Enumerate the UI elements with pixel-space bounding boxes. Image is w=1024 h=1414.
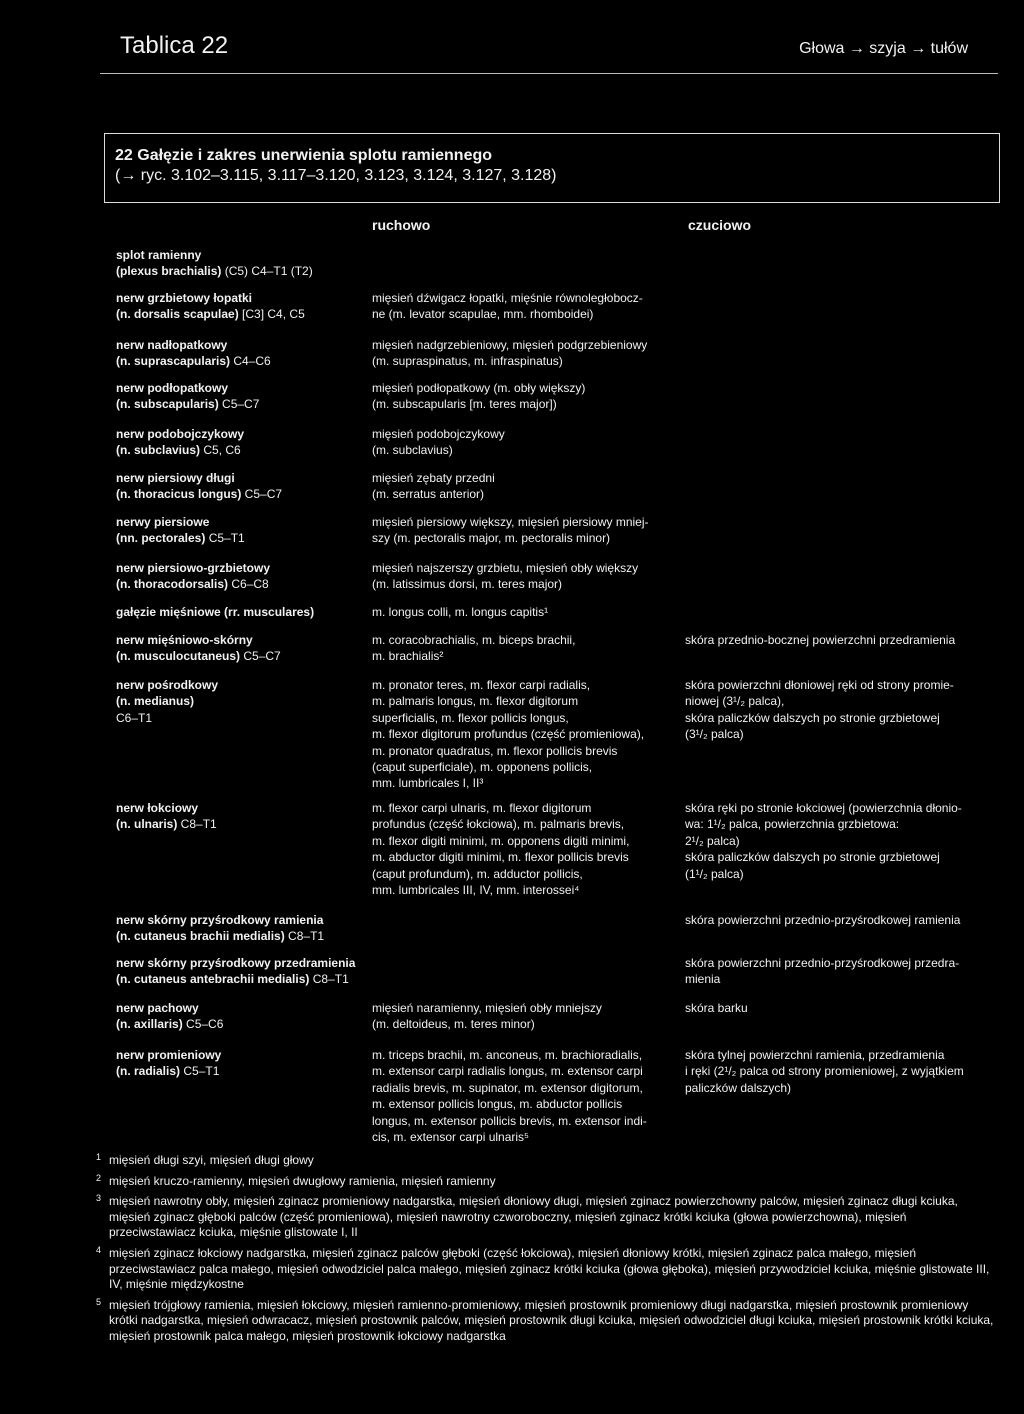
header-title: Tablica 22 [120,32,229,59]
cell-line: skóra powierzchni przednio-przyśrodkowej przedra- [685,956,960,970]
cell-line: m. triceps brachii, m. anconeus, m. brachioradialis, [372,1048,643,1062]
cell-line: m. extensor carpi radialis longus, m. extensor carpi [372,1064,643,1079]
cell-line: nerw podobojczykowy [116,427,245,441]
footnote [96,1246,996,1293]
cell-line: nerw nadłopatkowy [116,338,228,352]
cell-line: (n. dorsalis scapulae) [C3] C4, C5 [116,307,305,322]
cell-line: skóra tylnej powierzchni ramienia, przedramienia [685,1048,945,1062]
nerve-cell [116,912,356,945]
nerve-cell [116,1000,356,1033]
section-box [104,133,1000,203]
cell-line: (m. supraspinatus, m. infraspinatus) [372,354,563,369]
cell-line: mięsień dźwigacz łopatki, mięśnie równoległobocz- [372,291,643,305]
nerve-cell [116,290,356,323]
cell-line: (m. deltoideus, m. teres minor) [372,1017,535,1032]
cell-line: (n. axillaris) C5–C6 [116,1017,224,1032]
cell-line: m. longus colli, m. longus capitis¹ [372,605,549,619]
cell-line: skóra ręki po stronie łokciowej (powierzchnia dłonio- [685,801,962,815]
sensory-cell [685,912,990,928]
nerve-cell [116,470,356,503]
cell-line: nerw łokciowy [116,801,199,815]
cell-line: i ręki (2¹/₂ palca od strony promieniowej, z wyjątkiem [685,1064,964,1079]
cell-line: mm. lumbricales I, II³ [372,776,484,791]
cell-line: superficialis, m. flexor pollicis longus, [372,710,569,725]
cell-line: m. abductor digiti minimi, m. flexor pollicis brevis [372,850,629,865]
cell-line: m. pronator quadratus, m. flexor pollicis brevis [372,743,618,758]
cell-line: (m. serratus anterior) [372,487,485,502]
footnote-mark: 2 [96,1172,102,1183]
footnote-mark: 1 [96,1152,102,1162]
sensory-cell [685,632,990,648]
cell-line: nerw grzbietowy łopatki [116,291,253,305]
cell-line: (caput superficiale), m. opponens pollicis, [372,760,593,775]
motor-cell [372,677,677,792]
cell-line: wa: 1¹/₂ palca, powierzchnia grzbietowa: [685,817,900,832]
header-breadcrumb: Głowa → szyja → tułów [799,40,968,57]
motor-cell [372,337,677,370]
cell-line: (n. subscapularis) C5–C7 [116,397,260,412]
footnote-mark: 4 [96,1244,102,1255]
cell-line: m. palmaris longus, m. flexor digitorum [372,694,579,709]
footnote-text: mięsień nawrotny obły, mięsień zginacz promieniowy nadgarstka, mięsień dłoniowy długi, mięsień zginacz powierzchowny palców, mięsień zginacz długi kciuka, mięsień zginacz głęboki palców (część promieniowa), mięsień nawrotny czworoboczny, mięsień zginacz krótki kciuka (głowa powierzchowna), mięsień przeciwstawiacz kciuka, mięśnie glistowate I, II [109,1194,958,1240]
footnote [96,1153,996,1169]
sensory-cell [685,955,990,988]
cell-line: skóra paliczków dalszych po stronie grzbietowej [685,710,940,725]
sensory-cell [685,1047,990,1096]
cell-line: mięsień podobojczykowy [372,427,505,441]
cell-line: nerw pośrodkowy [116,678,219,692]
cell-line: profundus (część łokciowa), m. palmaris brevis, [372,817,625,832]
cell-line: nerw mięśniowo-skórny [116,633,253,647]
cell-line: (3¹/₂ palca) [685,727,744,742]
footnotes [96,1153,996,1350]
cell-line: splot ramienny [116,248,202,262]
cell-line: (n. medianus) [116,694,195,709]
cell-line: (m. latissimus dorsi, m. teres major) [372,577,563,592]
cell-line: (n. cutaneus brachii medialis) C8–T1 [116,929,325,944]
cell-line: (n. ulnaris) C8–T1 [116,817,217,832]
cell-line: mięsień najszerszy grzbietu, mięsień obły większy [372,561,639,575]
cell-line: cis, m. extensor carpi ulnaris⁵ [372,1130,530,1145]
footnote-mark: 3 [96,1193,102,1204]
cell-line: ne (m. levator scapulae, mm. rhomboidei) [372,307,594,322]
cell-line: m. pronator teres, m. flexor carpi radialis, [372,678,591,692]
motor-cell [372,380,677,413]
cell-line: (m. subscapularis [m. teres major]) [372,397,557,412]
motor-cell [372,604,677,620]
cell-line: mienia [685,972,721,987]
cell-line: m. flexor digiti minimi, m. opponens digiti minimi, [372,833,630,848]
cell-line: nerw skórny przyśrodkowy ramienia [116,913,324,927]
footnote [96,1174,996,1190]
cell-line: skóra powierzchni dłoniowej ręki od strony promie- [685,678,954,692]
sensory-cell [685,800,990,882]
cell-line: (nn. pectorales) C5–T1 [116,531,245,546]
nerve-cell [116,514,356,547]
cell-line: nerwy piersiowe [116,515,210,529]
sensory-cell [685,677,990,743]
column-header-motor: ruchowo [372,217,431,233]
cell-line: nerw piersiowy długi [116,471,235,485]
nerve-cell [116,247,356,280]
cell-line: m. flexor carpi ulnaris, m. flexor digitorum [372,801,592,815]
motor-cell [372,1000,677,1033]
nerve-cell [116,604,356,620]
nerve-cell [116,677,356,726]
nerve-cell [116,560,356,593]
cell-line: m. extensor pollicis longus, m. abductor pollicis [372,1097,623,1112]
cell-line: mm. lumbricales III, IV, mm. interossei⁴ [372,883,580,898]
cell-line: (n. radialis) C5–T1 [116,1064,220,1079]
cell-line: mięsień piersiowy większy, mięsień piersiowy mniej- [372,515,649,529]
cell-line: skóra barku [685,1001,748,1015]
cell-line: C6–T1 [116,710,153,725]
cell-line: mięsień nadgrzebieniowy, mięsień podgrzebieniowy [372,338,648,352]
cell-line: longus, m. extensor pollicis brevis, m. extensor indi- [372,1113,647,1128]
motor-cell [372,632,677,665]
cell-line: nerw pachowy [116,1001,199,1015]
cell-line: nerw podłopatkowy [116,381,229,395]
cell-line: m. coracobrachialis, m. biceps brachii, [372,633,576,647]
footnote-text: mięsień zginacz łokciowy nadgarstka, mięsień zginacz palców głęboki (część łokciowa), mięsień dłoniowy krótki, mięsień zginacz palca małego, mięsień przeciwstawiacz palca małego, mięsień odwodziciel palca małego, mięsień zginacz krótki kciuka (głowa głęboka), mięsień przywodziciel kciuka, mięśnie glistowate III, IV, mięśnie międzykostne [109,1245,990,1292]
cell-line: nerw skórny przyśrodkowy przedramienia [116,956,356,970]
section-title: 22 Gałęzie i zakres unerwienia splotu ramiennego [115,147,493,164]
nerve-cell [116,955,356,988]
footnote-text: mięsień długi szyi, mięsień długi głowy [109,1153,314,1167]
nerve-cell [116,632,356,665]
footnote-text: mięsień trójgłowy ramienia, mięsień łokciowy, mięsień ramienno-promieniowy, mięsień prostownik promieniowy długi nadgarstka, mięsień prostownik promieniowy krótki nadgarstka, mięsień odwracacz, mięsień prostownik palców, mięsień prostownik długi kciuka, mięsień odwodziciel długi kciuka, mięsień prostownik krótki kciuka, mięsień prostownik palca małego, mięsień prostownik łokciowy nadgarstka [109,1297,994,1343]
cell-line: nerw piersiowo-grzbietowy [116,561,271,575]
nerve-cell [116,337,356,370]
cell-line: (n. thoracicus longus) C5–C7 [116,487,283,502]
footnote-mark: 5 [96,1296,102,1307]
motor-cell [372,560,677,593]
motor-cell [372,514,677,547]
cell-line: (plexus brachialis) (C5) C4–T1 (T2) [116,264,313,279]
cell-line: mięsień naramienny, mięsień obły mniejszy [372,1001,602,1015]
cell-line: (caput profundum), m. adductor pollicis, [372,866,583,881]
nerve-cell [116,800,356,833]
cell-line: (n. subclavius) C5, C6 [116,443,241,458]
column-header-sensory: czuciowo [688,217,752,233]
cell-line: (n. cutaneus antebrachii medialis) C8–T1 [116,972,349,987]
motor-cell [372,426,677,459]
motor-cell [372,1047,677,1145]
cell-line: szy (m. pectoralis major, m. pectoralis minor) [372,531,611,546]
cell-line: 2¹/₂ palca) [685,833,740,848]
cell-line: paliczków dalszych) [685,1080,792,1095]
motor-cell [372,290,677,323]
cell-line: skóra powierzchni przednio-przyśrodkowej ramienia [685,913,961,927]
cell-line: m. brachialis² [372,649,444,664]
motor-cell [372,470,677,503]
cell-line: skóra paliczków dalszych po stronie grzbietowej [685,850,940,865]
header-rule [100,73,998,74]
cell-line: (1¹/₂ palca) [685,866,744,881]
cell-line: mięsień zębaty przedni [372,471,495,485]
nerve-cell [116,426,356,459]
motor-cell [372,800,677,898]
cell-line: nerw promieniowy [116,1048,222,1062]
cell-line: radialis brevis, m. supinator, m. extensor digitorum, [372,1080,643,1095]
cell-line: m. flexor digitorum profundus (część promieniowa), [372,727,645,742]
cell-line: (m. subclavius) [372,443,453,458]
cell-line: niowej (3¹/₂ palca), [685,694,785,709]
cell-line: mięsień podłopatkowy (m. obły większy) [372,381,586,395]
sensory-cell [685,1000,990,1016]
cell-line: (n. suprascapularis) C4–C6 [116,354,271,369]
nerve-cell [116,1047,356,1080]
cell-line: skóra przednio-bocznej powierzchni przedramienia [685,633,956,647]
cell-line: (n. thoracodorsalis) C6–C8 [116,577,269,592]
nerve-cell [116,380,356,413]
footnote [96,1298,996,1345]
cell-line: (n. musculocutaneus) C5–C7 [116,649,281,664]
cell-line: gałęzie mięśniowe (rr. musculares) [116,605,315,619]
section-reference: (→ ryc. 3.102–3.115, 3.117–3.120, 3.123, 3.124, 3.127, 3.128) [115,167,557,184]
footnote-text: mięsień kruczo-ramienny, mięsień dwugłowy ramienia, mięsień ramienny [109,1173,496,1188]
footnote [96,1194,996,1241]
